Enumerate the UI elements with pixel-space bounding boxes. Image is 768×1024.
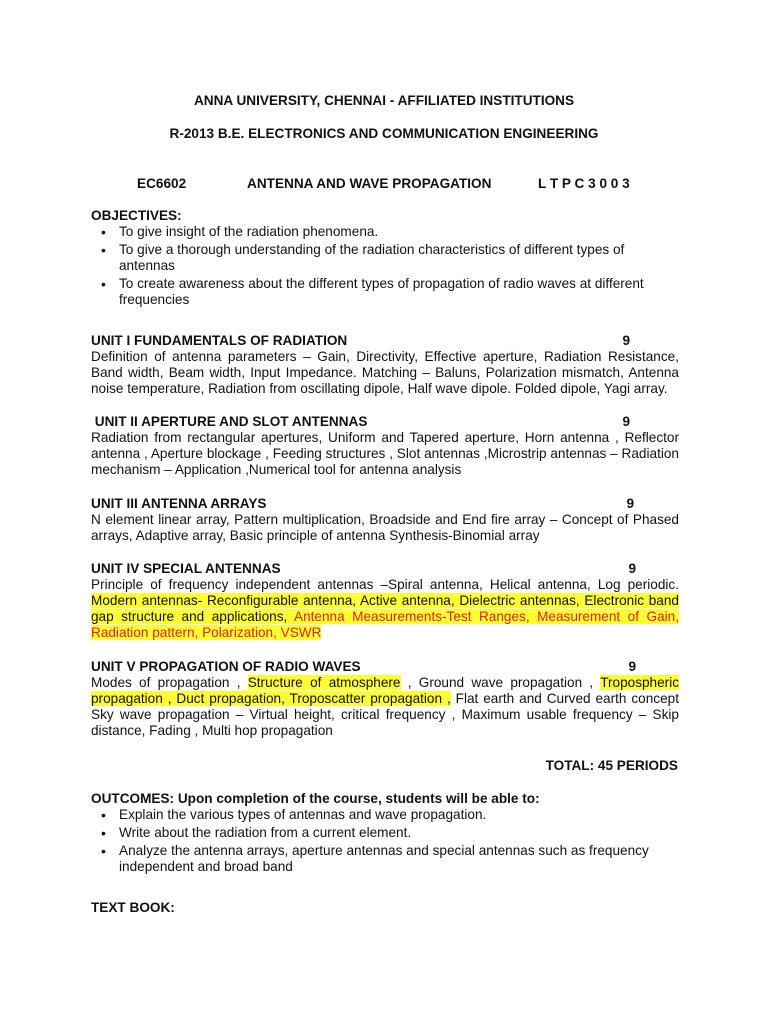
unit-1-title: UNIT I FUNDAMENTALS OF RADIATION: [91, 333, 348, 348]
unit-3: [91, 496, 679, 544]
objectives-list: [91, 224, 679, 308]
list-item: • To give insight of the radiation phenomena.: [91, 224, 679, 240]
outcomes-section: [91, 791, 679, 877]
objectives-heading: OBJECTIVES:: [91, 208, 182, 223]
list-item: • To give a thorough understanding of the radiation characteristics of different types of antennas: [91, 242, 679, 274]
unit-2-title: UNIT II APERTURE AND SLOT ANTENNAS: [91, 414, 368, 429]
unit-1-hours: 9: [622, 333, 630, 348]
unit-1-header: [91, 333, 679, 349]
unit-5: [91, 659, 679, 739]
course-title: ANTENNA AND WAVE PROPAGATION: [247, 176, 492, 191]
unit-5-hours: 9: [628, 659, 636, 674]
outcomes-list: [91, 807, 679, 875]
unit-4-text: Principle of frequency independent antennas –Spiral antenna, Helical antenna, Log periodic.: [91, 577, 679, 592]
unit-2-header: [91, 414, 679, 430]
unit-5-content: [91, 675, 679, 739]
unit-4: [91, 561, 679, 641]
unit-5-title: UNIT V PROPAGATION OF RADIO WAVES: [91, 659, 361, 674]
unit-2: [91, 414, 679, 478]
objectives-section: [91, 208, 679, 310]
unit-4-header: [91, 561, 679, 577]
list-item: • To create awareness about the different types of propagation of radio waves at different frequencies: [91, 276, 679, 308]
unit-4-measurements-text: Antenna Measurements-Test Ranges, Measurement of Gain, Radiation pattern, Polarization, VSWR: [91, 609, 679, 640]
textbook-heading: TEXT BOOK:: [91, 900, 175, 915]
unit-4-highlighted-text: Modern antennas- Reconfigurable antenna, Active antenna, Dielectric antennas, Electronic band gap structure and applications,: [91, 593, 679, 624]
unit-5-text: , Ground wave propagation ,: [400, 675, 601, 690]
programme-heading: R-2013 B.E. ELECTRONICS AND COMMUNICATION ENGINEERING: [169, 126, 599, 141]
list-item: • Explain the various types of antennas and wave propagation.: [91, 807, 679, 823]
unit-3-content: N element linear array, Pattern multiplication, Broadside and End fire array – Concept of Phased arrays, Adaptive array, Basic principle of antenna Synthesis-Binomial array: [91, 512, 679, 543]
unit-2-content: Radiation from rectangular apertures, Uniform and Tapered aperture, Horn antenna , Reflector antenna , Aperture blockage , Feeding structures , Slot antennas ,Microstrip antennas – Radiation mechanism – Application ,Numerical tool for antenna analysis: [91, 430, 679, 477]
unit-3-header: [91, 496, 679, 512]
unit-2-hours: 9: [622, 414, 630, 429]
list-item: • Analyze the antenna arrays, aperture antennas and special antennas such as frequency independent and broad band: [91, 843, 679, 875]
university-heading: ANNA UNIVERSITY, CHENNAI - AFFILIATED INSTITUTIONS: [193, 93, 575, 108]
unit-5-text: Flat earth and Curved earth concept Sky wave propagation – Virtual height, critical frequency , Maximum usable frequency – Skip distance, Fading , Multi hop propagation: [91, 691, 679, 738]
unit-3-title: UNIT III ANTENNA ARRAYS: [91, 496, 267, 511]
unit-5-header: [91, 659, 679, 675]
unit-1-content: Definition of antenna parameters – Gain, Directivity, Effective aperture, Radiation Resistance, Band width, Beam width, Input Impedance. Matching – Baluns, Polarization mismatch, Antenna noise temperature, Radiation from oscillating dipole, Half wave dipole. Folded dipole, Yagi array.: [91, 349, 679, 396]
course-code: EC6602: [137, 176, 187, 191]
outcomes-heading: OUTCOMES: Upon completion of the course, students will be able to:: [91, 791, 540, 806]
unit-1: [91, 333, 679, 397]
unit-5-highlighted-text: Structure of atmosphere: [247, 675, 401, 690]
unit-3-hours: 9: [626, 496, 634, 511]
unit-4-content: [91, 577, 679, 641]
unit-4-title: UNIT IV SPECIAL ANTENNAS: [91, 561, 281, 576]
ltpc-credits: L T P C 3 0 0 3: [538, 176, 630, 191]
total-periods: TOTAL: 45 PERIODS: [545, 758, 678, 773]
unit-4-hours: 9: [628, 561, 636, 576]
unit-5-text: Modes of propagation ,: [91, 675, 248, 690]
unit-5-highlighted-text: Tropospheric propagation , Duct propagation, Troposcatter propagation ,: [91, 675, 680, 706]
list-item: • Write about the radiation from a current element.: [91, 825, 679, 841]
